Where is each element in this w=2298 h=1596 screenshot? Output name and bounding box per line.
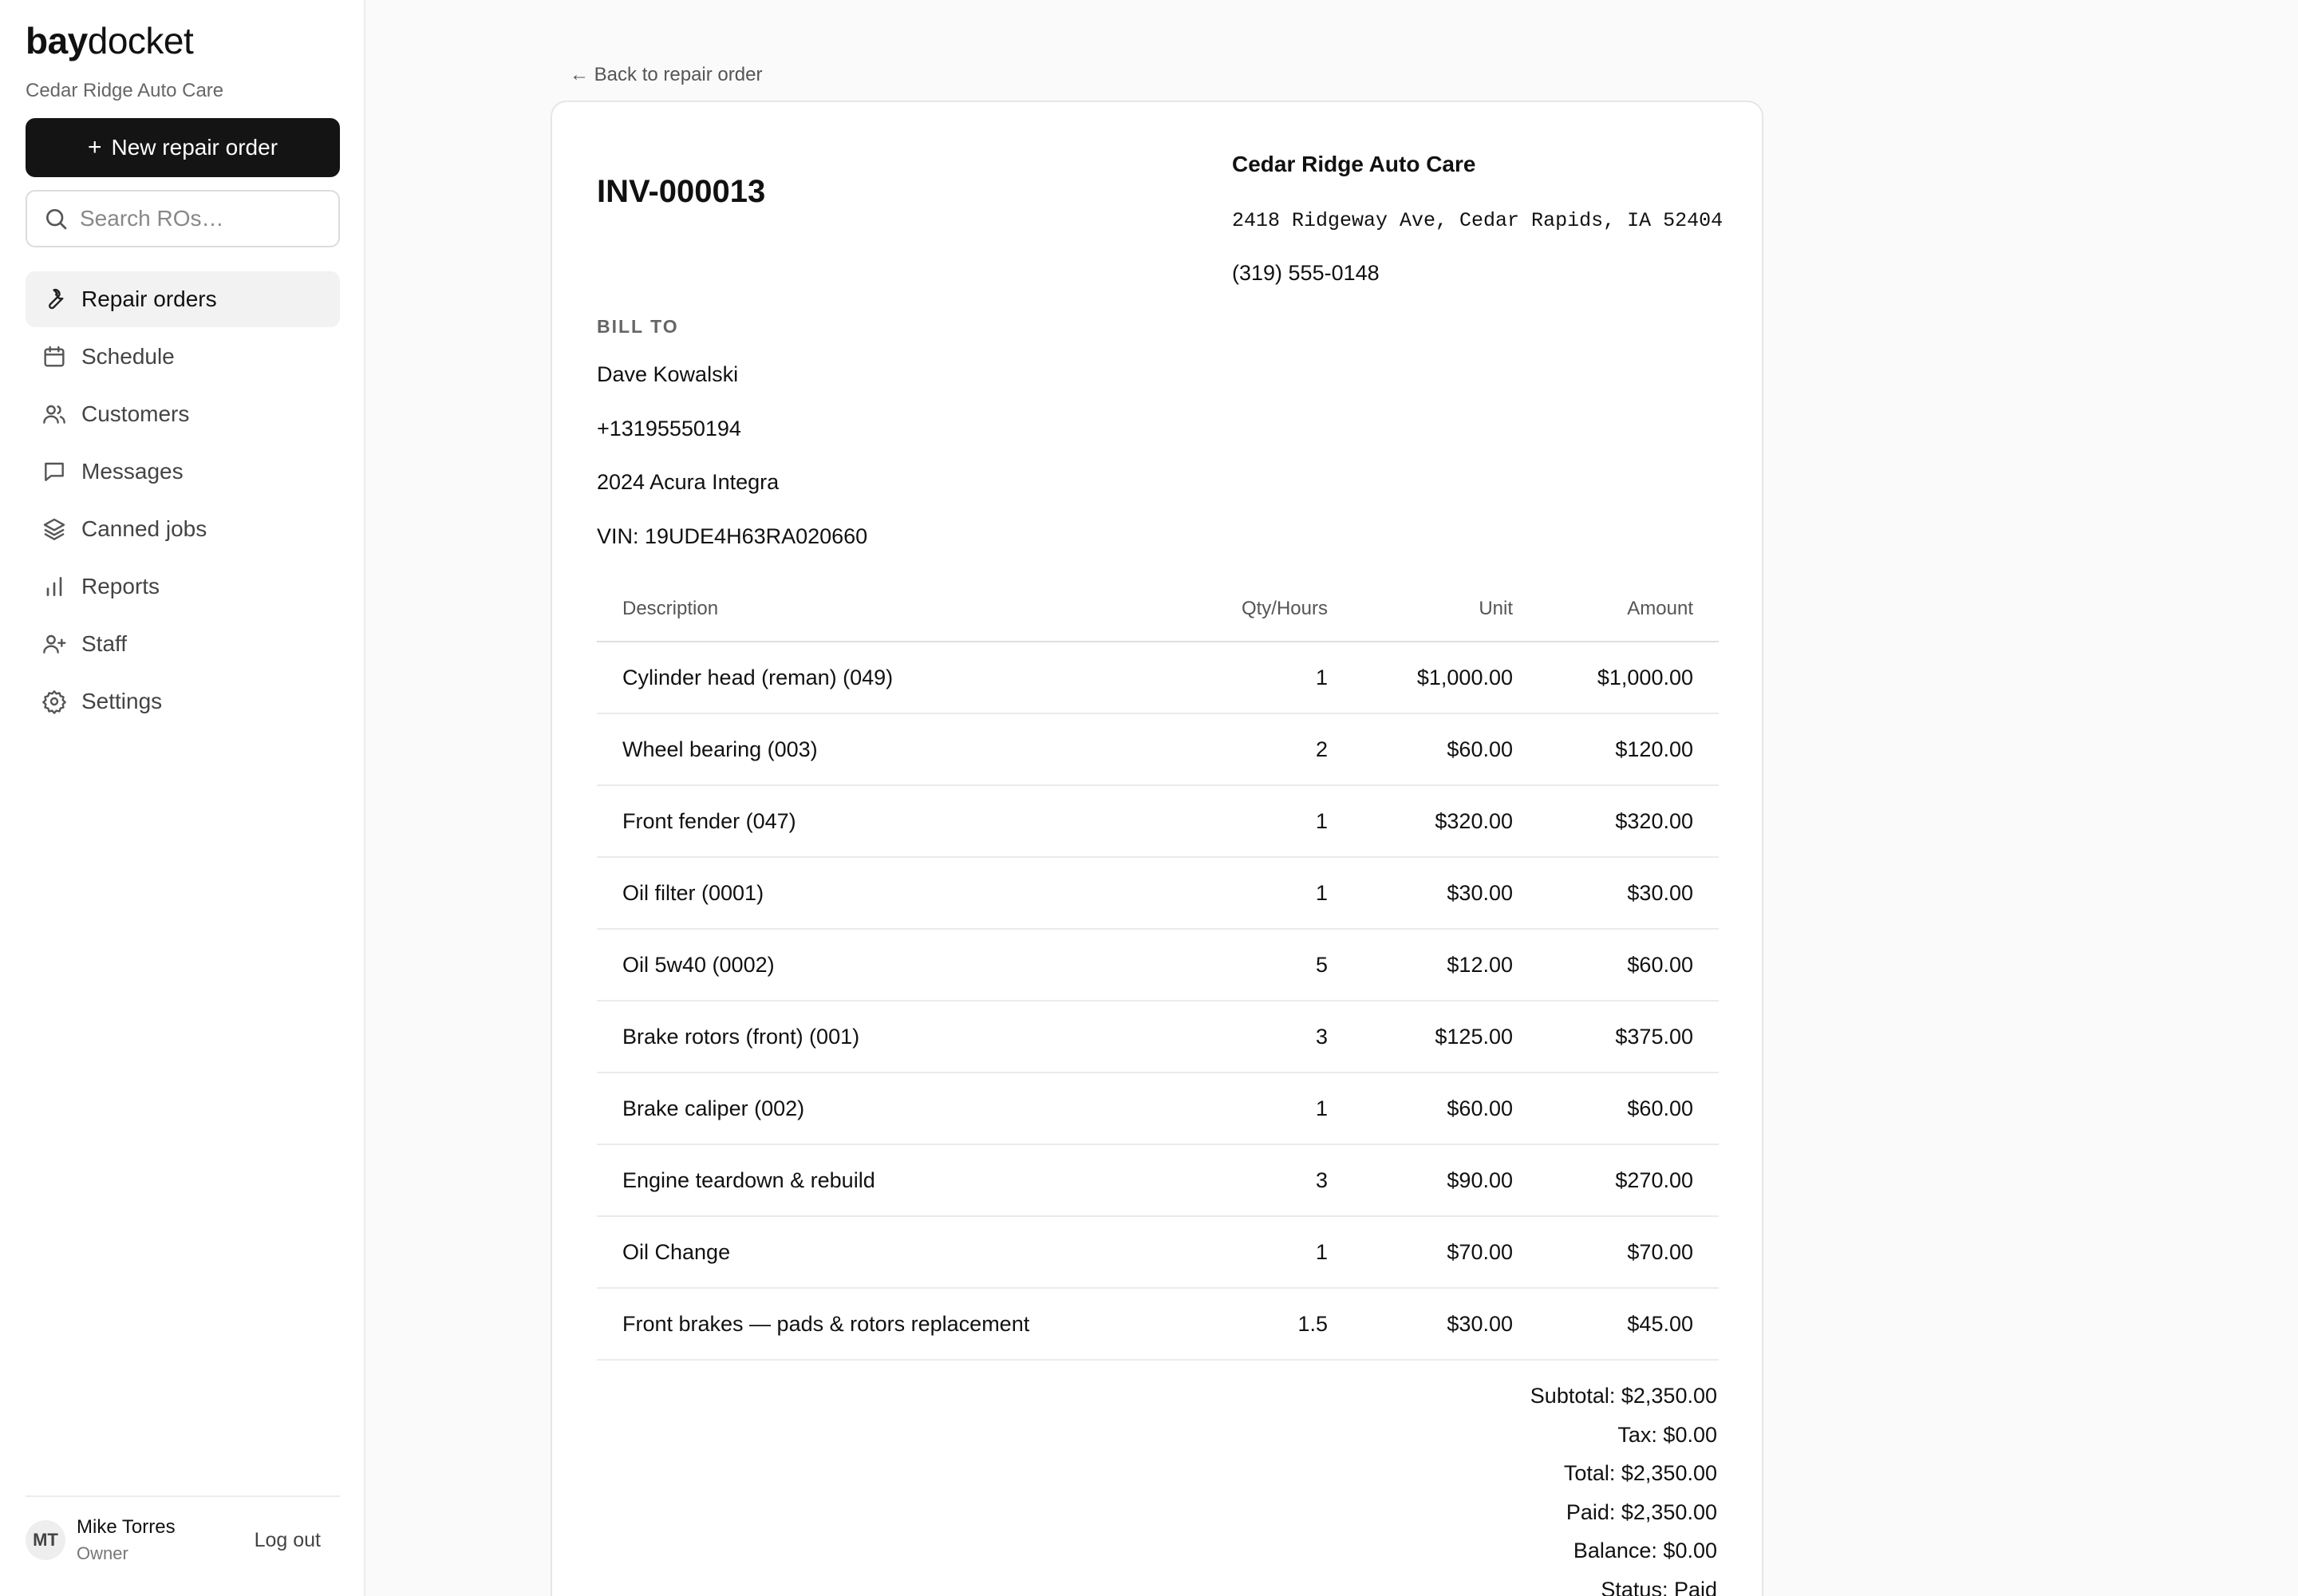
line-description: Oil filter (0001)	[597, 857, 1173, 929]
line-amount: $30.00	[1513, 857, 1719, 929]
layers-icon	[41, 516, 67, 542]
brand-logo-bold: bay	[26, 20, 88, 61]
users-icon	[41, 401, 67, 427]
line-qty: 2	[1173, 713, 1328, 785]
subtotal: Subtotal: $2,350.00	[1530, 1384, 1717, 1408]
back-to-repair-order-link[interactable]: ← Back to repair order	[570, 64, 763, 85]
customer-name: Dave Kowalski	[597, 362, 739, 386]
logout-button[interactable]: Log out	[254, 1528, 321, 1551]
sidebar-item-label: Canned jobs	[81, 516, 207, 541]
new-repair-order-label: New repair order	[111, 135, 278, 160]
line-amount: $70.00	[1513, 1216, 1719, 1288]
user-info	[77, 1516, 176, 1564]
paid: Paid: $2,350.00	[1566, 1499, 1717, 1524]
line-description: Engine teardown & rebuild	[597, 1144, 1173, 1216]
invoice-number: INV-000013	[597, 174, 766, 209]
sidebar-item-messages[interactable]	[26, 444, 340, 500]
line-description: Brake rotors (front) (001)	[597, 1001, 1173, 1073]
sidebar-item-schedule[interactable]	[26, 329, 340, 385]
table-row	[597, 642, 1719, 713]
search-input[interactable]	[80, 206, 319, 231]
sidebar-item-reports[interactable]	[26, 559, 340, 614]
user-panel	[26, 1495, 340, 1564]
line-description: Brake caliper (002)	[597, 1073, 1173, 1144]
line-items-table	[597, 576, 1719, 1361]
sidebar-nav	[26, 271, 340, 731]
sidebar	[0, 0, 365, 1596]
sidebar-item-canned-jobs[interactable]	[26, 501, 340, 557]
line-qty: 1.5	[1173, 1288, 1328, 1360]
sidebar-item-label: Repair orders	[81, 286, 217, 311]
table-row	[597, 713, 1719, 785]
line-unit-price: $30.00	[1328, 1288, 1513, 1360]
line-amount: $375.00	[1513, 1001, 1719, 1073]
sidebar-item-label: Reports	[81, 574, 160, 598]
company-name: Cedar Ridge Auto Care	[1232, 152, 1476, 176]
line-description: Front brakes — pads & rotors replacement	[597, 1288, 1173, 1360]
line-amount: $1,000.00	[1513, 642, 1719, 713]
sidebar-item-label: Schedule	[81, 344, 175, 369]
calendar-icon	[41, 344, 67, 369]
table-row	[597, 1216, 1719, 1288]
total: Total: $2,350.00	[1563, 1461, 1717, 1485]
line-unit-price: $60.00	[1328, 1073, 1513, 1144]
line-unit-price: $60.00	[1328, 713, 1513, 785]
table-row	[597, 1288, 1719, 1360]
bill-to-details	[597, 362, 867, 578]
company-info	[1232, 152, 1723, 286]
line-unit-price: $1,000.00	[1328, 642, 1513, 713]
gear-icon	[41, 689, 67, 714]
bill-to-label: BILL TO	[597, 316, 679, 337]
brand-logo-rest: docket	[87, 20, 194, 61]
table-row	[597, 1073, 1719, 1144]
line-amount: $270.00	[1513, 1144, 1719, 1216]
line-items-body	[597, 642, 1719, 1360]
customer-phone: +13195550194	[597, 416, 741, 440]
line-amount: $60.00	[1513, 1073, 1719, 1144]
line-unit-price: $125.00	[1328, 1001, 1513, 1073]
line-description: Cylinder head (reman) (049)	[597, 642, 1173, 713]
user-plus-icon	[41, 631, 67, 657]
sidebar-item-label: Messages	[81, 459, 184, 484]
brand-logo[interactable]	[26, 19, 193, 62]
line-unit-price: $30.00	[1328, 857, 1513, 929]
new-repair-order-button[interactable]	[26, 118, 340, 177]
line-qty: 1	[1173, 1216, 1328, 1288]
tax: Tax: $0.00	[1617, 1422, 1717, 1447]
avatar[interactable]: MT	[26, 1520, 65, 1560]
line-description: Wheel bearing (003)	[597, 713, 1173, 785]
table-header-row	[597, 576, 1719, 642]
payment-status: Status: Paid	[1601, 1577, 1717, 1596]
search-box[interactable]	[26, 190, 340, 247]
line-amount: $320.00	[1513, 785, 1719, 857]
table-row	[597, 785, 1719, 857]
line-amount: $120.00	[1513, 713, 1719, 785]
line-qty: 3	[1173, 1001, 1328, 1073]
column-header-qty: Qty/Hours	[1173, 576, 1328, 642]
line-unit-price: $320.00	[1328, 785, 1513, 857]
line-amount: $60.00	[1513, 929, 1719, 1001]
line-unit-price: $70.00	[1328, 1216, 1513, 1288]
sidebar-item-label: Customers	[81, 401, 190, 426]
column-header-unit: Unit	[1328, 576, 1513, 642]
line-description: Front fender (047)	[597, 785, 1173, 857]
user-role: Owner	[77, 1543, 128, 1563]
bar-chart-icon	[41, 574, 67, 599]
shop-name: Cedar Ridge Auto Care	[26, 80, 224, 101]
sidebar-item-repair-orders[interactable]	[26, 271, 340, 327]
column-header-description: Description	[597, 576, 1173, 642]
message-icon	[41, 459, 67, 484]
line-qty: 1	[1173, 857, 1328, 929]
invoice-card	[551, 101, 1763, 1596]
line-description: Oil 5w40 (0002)	[597, 929, 1173, 1001]
line-qty: 3	[1173, 1144, 1328, 1216]
line-qty: 5	[1173, 929, 1328, 1001]
table-row	[597, 929, 1719, 1001]
sidebar-item-staff[interactable]	[26, 616, 340, 672]
table-row	[597, 857, 1719, 929]
line-qty: 1	[1173, 642, 1328, 713]
line-unit-price: $90.00	[1328, 1144, 1513, 1216]
sidebar-item-customers[interactable]	[26, 386, 340, 442]
sidebar-item-label: Staff	[81, 631, 128, 656]
vehicle-vin: VIN: 19UDE4H63RA020660	[597, 523, 868, 548]
company-phone: (319) 555-0148	[1232, 261, 1380, 285]
table-row	[597, 1001, 1719, 1073]
invoice-totals	[1530, 1384, 1717, 1596]
line-qty: 1	[1173, 1073, 1328, 1144]
company-address: 2418 Ridgeway Ave, Cedar Rapids, IA 52404	[1232, 209, 1724, 232]
search-icon	[43, 206, 69, 231]
line-amount: $45.00	[1513, 1288, 1719, 1360]
line-description: Oil Change	[597, 1216, 1173, 1288]
sidebar-item-label: Settings	[81, 689, 163, 713]
table-row	[597, 1144, 1719, 1216]
column-header-amount: Amount	[1513, 576, 1719, 642]
sidebar-item-settings[interactable]	[26, 674, 340, 729]
balance: Balance: $0.00	[1573, 1539, 1717, 1562]
plus-icon: +	[87, 134, 102, 160]
line-unit-price: $12.00	[1328, 929, 1513, 1001]
vehicle: 2024 Acura Integra	[597, 470, 780, 494]
wrench-icon	[41, 286, 67, 312]
line-qty: 1	[1173, 785, 1328, 857]
user-name: Mike Torres	[77, 1516, 176, 1538]
